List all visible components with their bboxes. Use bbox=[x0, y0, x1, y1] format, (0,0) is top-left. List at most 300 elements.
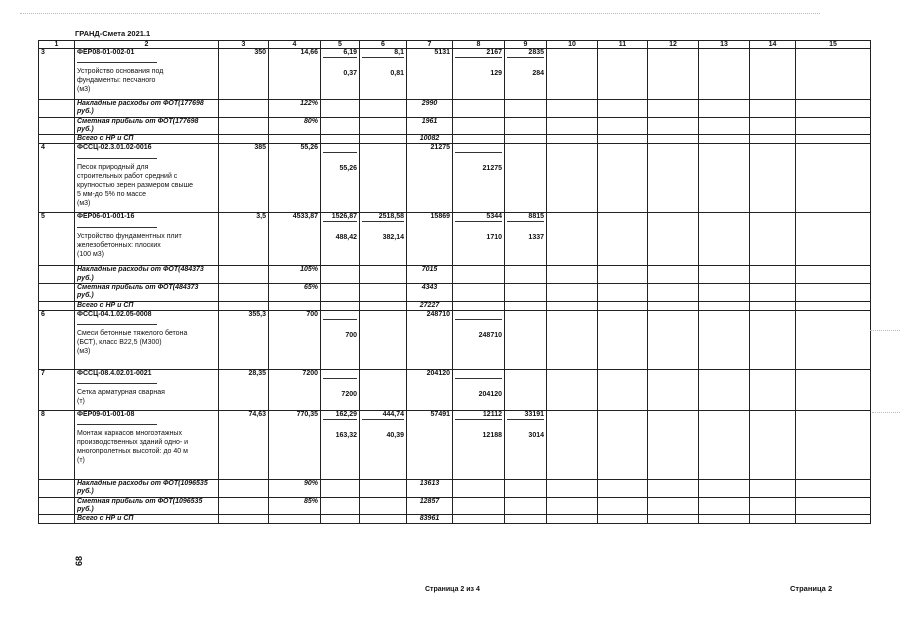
item-name-line: (м3) bbox=[77, 86, 91, 94]
summary-empty-col14 bbox=[750, 497, 796, 515]
cost-labor-value: 0,37 bbox=[343, 70, 357, 77]
item-name-line: железобетонных: плоских bbox=[77, 241, 161, 249]
summary-label-cell bbox=[75, 284, 219, 302]
cost-operator-value: 0,81 bbox=[390, 70, 404, 77]
summary-empty-col15 bbox=[796, 497, 871, 515]
summary-empty-col9 bbox=[505, 497, 547, 515]
summary-empty-num bbox=[39, 266, 75, 284]
summary-empty-col11 bbox=[598, 284, 648, 302]
total-labor-value bbox=[455, 370, 502, 379]
table-row bbox=[39, 410, 871, 479]
summary-empty-qty bbox=[219, 117, 269, 135]
summary-empty-col15 bbox=[796, 135, 871, 144]
item-unit-price: 770,35 bbox=[296, 410, 318, 418]
summary-value-cell bbox=[407, 479, 453, 497]
item-code: ФЕР09-01-001-08 bbox=[77, 410, 135, 418]
summary-empty-c6 bbox=[360, 100, 407, 118]
column-number-2: 2 bbox=[75, 41, 219, 49]
summary-empty-col13 bbox=[699, 100, 750, 118]
summary-empty-col8 bbox=[453, 497, 505, 515]
item-description-cell bbox=[75, 49, 219, 100]
total-labor-fot-value: 1710 bbox=[486, 234, 502, 242]
summary-empty-qty bbox=[219, 301, 269, 310]
total-labor-value: 12112 bbox=[455, 411, 502, 420]
empty-cell-col10 bbox=[547, 49, 598, 100]
summary-value-cell bbox=[407, 515, 453, 524]
summary-empty-c5 bbox=[321, 479, 360, 497]
item-unit-price-cell bbox=[269, 49, 321, 100]
item-number-cell bbox=[39, 310, 75, 369]
item-name-line: (т) bbox=[77, 457, 85, 465]
summary-empty-num bbox=[39, 497, 75, 515]
summary-empty-col9 bbox=[505, 284, 547, 302]
total-cost: 15869 bbox=[430, 213, 450, 221]
column-number-12: 12 bbox=[648, 41, 699, 49]
summary-row bbox=[39, 100, 871, 118]
empty-cell-col15 bbox=[796, 213, 871, 266]
empty-cell-col10 bbox=[547, 144, 598, 213]
item-name-line: Монтаж каркасов многоэтажных bbox=[77, 430, 182, 438]
summary-empty-col11 bbox=[598, 479, 648, 497]
summary-value: 2990 bbox=[421, 100, 438, 107]
item-name-line: Смеси бетонные тяжелого бетона bbox=[77, 330, 188, 338]
col8-cell bbox=[453, 49, 505, 100]
item-code: ФЕР06-01-001-16 bbox=[77, 213, 135, 221]
col5-cell bbox=[321, 144, 360, 213]
summary-empty-c5 bbox=[321, 497, 360, 515]
summary-empty-col12 bbox=[648, 266, 699, 284]
summary-label: Всего с НР и СП bbox=[77, 515, 134, 523]
summary-empty-col11 bbox=[598, 497, 648, 515]
empty-cell-col11 bbox=[598, 369, 648, 410]
summary-empty-col9 bbox=[505, 117, 547, 135]
summary-empty-col12 bbox=[648, 515, 699, 524]
summary-label: Накладные расходы от ФОТ(177698 руб.) bbox=[77, 100, 204, 116]
item-number: 8 bbox=[41, 410, 45, 418]
total-labor-value: 2167 bbox=[455, 49, 502, 58]
summary-empty-col12 bbox=[648, 284, 699, 302]
summary-value: 1961 bbox=[421, 117, 438, 125]
item-unit-price: 55,26 bbox=[300, 144, 318, 152]
total-cost: 248710 bbox=[426, 310, 450, 318]
column-number-14: 14 bbox=[750, 41, 796, 49]
item-name-line: Сетка арматурная сварная bbox=[77, 389, 165, 397]
item-quantity-cell bbox=[219, 213, 269, 266]
column-number-6: 6 bbox=[360, 41, 407, 49]
summary-value: 10082 bbox=[419, 135, 440, 143]
col5-cell bbox=[321, 310, 360, 369]
column-number-7: 7 bbox=[407, 41, 453, 49]
summary-label-cell bbox=[75, 117, 219, 135]
summary-empty-c5 bbox=[321, 266, 360, 284]
column-number-15: 15 bbox=[796, 41, 871, 49]
col8-cell bbox=[453, 213, 505, 266]
summary-empty-qty bbox=[219, 135, 269, 144]
summary-empty-col15 bbox=[796, 100, 871, 118]
cost-total-value bbox=[323, 144, 357, 153]
summary-empty-col14 bbox=[750, 515, 796, 524]
total-labor-value: 5344 bbox=[455, 213, 502, 222]
item-unit-price: 7200 bbox=[302, 369, 318, 377]
summary-empty-col13 bbox=[699, 515, 750, 524]
summary-empty-col13 bbox=[699, 497, 750, 515]
summary-percent-cell bbox=[269, 301, 321, 310]
item-description-cell bbox=[75, 144, 219, 213]
summary-empty-col8 bbox=[453, 479, 505, 497]
item-unit-price: 14,66 bbox=[300, 49, 318, 56]
total-cost: 5131 bbox=[434, 49, 450, 56]
summary-empty-col11 bbox=[598, 301, 648, 310]
empty-cell-col12 bbox=[648, 410, 699, 479]
summary-empty-num bbox=[39, 301, 75, 310]
cost-machines-value bbox=[362, 370, 404, 378]
empty-cell-col13 bbox=[699, 369, 750, 410]
summary-empty-col11 bbox=[598, 117, 648, 135]
summary-percent: 105% bbox=[300, 266, 318, 274]
item-quantity: 385 bbox=[254, 144, 266, 152]
summary-empty-qty bbox=[219, 284, 269, 302]
item-description-cell bbox=[75, 410, 219, 479]
summary-value: 7015 bbox=[421, 266, 438, 274]
summary-empty-col12 bbox=[648, 301, 699, 310]
summary-empty-col12 bbox=[648, 497, 699, 515]
summary-percent-cell bbox=[269, 515, 321, 524]
item-unit-price: 700 bbox=[306, 310, 318, 318]
summary-value: 4343 bbox=[421, 284, 438, 292]
item-name-line: Песок природный для bbox=[77, 163, 149, 171]
summary-empty-col13 bbox=[699, 117, 750, 135]
summary-empty-col8 bbox=[453, 515, 505, 524]
summary-empty-col10 bbox=[547, 100, 598, 118]
column-number-11: 11 bbox=[598, 41, 648, 49]
item-code: ФЕР08-01-002-01 bbox=[77, 49, 135, 56]
empty-cell-col10 bbox=[547, 369, 598, 410]
col5-cell bbox=[321, 369, 360, 410]
side-page-number: 68 bbox=[74, 555, 84, 566]
summary-empty-c6 bbox=[360, 515, 407, 524]
empty-cell-col15 bbox=[796, 144, 871, 213]
empty-cell-col13 bbox=[699, 310, 750, 369]
summary-label: Всего с НР и СП bbox=[77, 301, 134, 309]
col9-cell bbox=[505, 49, 547, 100]
summary-label: Сметная прибыль от ФОТ(484373 руб.) bbox=[77, 284, 199, 300]
empty-cell-col10 bbox=[547, 213, 598, 266]
empty-cell-col14 bbox=[750, 410, 796, 479]
summary-value: 12857 bbox=[419, 497, 440, 505]
total-machines-value bbox=[507, 311, 544, 319]
summary-row bbox=[39, 284, 871, 302]
item-quantity-cell bbox=[219, 369, 269, 410]
summary-empty-col14 bbox=[750, 266, 796, 284]
item-number-cell bbox=[39, 410, 75, 479]
summary-empty-col13 bbox=[699, 135, 750, 144]
item-quantity-cell bbox=[219, 144, 269, 213]
col5-cell bbox=[321, 410, 360, 479]
col6-cell bbox=[360, 213, 407, 266]
empty-cell-col13 bbox=[699, 410, 750, 479]
summary-empty-c5 bbox=[321, 284, 360, 302]
total-labor-fot-value: 129 bbox=[490, 70, 502, 77]
summary-empty-c6 bbox=[360, 266, 407, 284]
total-machines-value bbox=[507, 144, 544, 152]
cost-operator-value: 382,14 bbox=[382, 234, 404, 242]
item-quantity: 355,3 bbox=[248, 310, 266, 318]
table-row bbox=[39, 369, 871, 410]
col8-cell bbox=[453, 369, 505, 410]
summary-percent-cell bbox=[269, 117, 321, 135]
item-name-line: Устройство фундаментных плит bbox=[77, 232, 182, 240]
empty-cell-col12 bbox=[648, 369, 699, 410]
cost-labor-value: 7200 bbox=[341, 390, 357, 398]
estimate-table bbox=[38, 40, 871, 524]
summary-value-cell bbox=[407, 497, 453, 515]
empty-cell-col12 bbox=[648, 49, 699, 100]
cost-total-value: 1526,87 bbox=[323, 213, 357, 222]
col5-cell bbox=[321, 49, 360, 100]
summary-percent-cell bbox=[269, 479, 321, 497]
empty-cell-col11 bbox=[598, 213, 648, 266]
summary-row bbox=[39, 515, 871, 524]
summary-empty-qty bbox=[219, 479, 269, 497]
col9-cell bbox=[505, 369, 547, 410]
item-name-line: 5 мм-до 5% по массе bbox=[77, 190, 147, 198]
item-name-line: фундаменты: песчаного bbox=[77, 77, 156, 85]
cost-machines-value: 2518,58 bbox=[362, 213, 404, 222]
item-unit-price: 4533,87 bbox=[292, 213, 318, 221]
col6-cell bbox=[360, 144, 407, 213]
summary-empty-c6 bbox=[360, 301, 407, 310]
summary-empty-col13 bbox=[699, 284, 750, 302]
item-number-cell bbox=[39, 213, 75, 266]
item-name-line: (БСТ), класс В22,5 (М300) bbox=[77, 339, 162, 347]
summary-empty-col8 bbox=[453, 135, 505, 144]
item-quantity: 350 bbox=[254, 49, 266, 56]
col9-cell bbox=[505, 410, 547, 479]
empty-cell-col15 bbox=[796, 369, 871, 410]
summary-empty-num bbox=[39, 117, 75, 135]
summary-empty-c6 bbox=[360, 284, 407, 302]
item-name-line: Устройство основания под bbox=[77, 68, 164, 76]
total-machines-value: 33191 bbox=[507, 411, 544, 420]
summary-label: Накладные расходы от ФОТ(1096535 руб.) bbox=[77, 479, 208, 496]
item-description-cell bbox=[75, 310, 219, 369]
column-number-row bbox=[39, 41, 871, 49]
summary-empty-c5 bbox=[321, 100, 360, 118]
column-number-9: 9 bbox=[505, 41, 547, 49]
summary-empty-col14 bbox=[750, 284, 796, 302]
summary-row bbox=[39, 497, 871, 515]
empty-cell-col10 bbox=[547, 410, 598, 479]
cost-machines-value bbox=[362, 311, 404, 319]
summary-value: 13613 bbox=[419, 479, 440, 487]
summary-empty-qty bbox=[219, 266, 269, 284]
col9-cell bbox=[505, 213, 547, 266]
col8-cell bbox=[453, 310, 505, 369]
item-quantity-cell bbox=[219, 49, 269, 100]
empty-cell-col11 bbox=[598, 144, 648, 213]
empty-cell-col14 bbox=[750, 213, 796, 266]
summary-empty-col9 bbox=[505, 515, 547, 524]
summary-empty-col15 bbox=[796, 266, 871, 284]
item-code: ФССЦ-08.4.02.01-0021 bbox=[77, 369, 152, 377]
cost-machines-value: 8,1 bbox=[362, 49, 404, 58]
col7-cell bbox=[407, 310, 453, 369]
summary-empty-col10 bbox=[547, 266, 598, 284]
table-row bbox=[39, 144, 871, 213]
empty-cell-col13 bbox=[699, 144, 750, 213]
summary-empty-c5 bbox=[321, 117, 360, 135]
summary-empty-col9 bbox=[505, 479, 547, 497]
summary-percent: 85% bbox=[303, 497, 318, 505]
scan-noise bbox=[872, 412, 900, 413]
summary-percent: 122% bbox=[300, 100, 318, 107]
item-name-line: многопролетных высотой: до 40 м bbox=[77, 448, 188, 456]
col7-cell bbox=[407, 144, 453, 213]
summary-empty-qty bbox=[219, 100, 269, 118]
total-labor-fot-value: 248710 bbox=[478, 331, 502, 339]
total-operator-value: 3014 bbox=[528, 431, 544, 439]
summary-label-cell bbox=[75, 497, 219, 515]
col7-cell bbox=[407, 49, 453, 100]
total-operator-value: 1337 bbox=[528, 234, 544, 242]
empty-cell-col15 bbox=[796, 310, 871, 369]
cost-total-value: 162,29 bbox=[323, 411, 357, 420]
cost-labor-value: 488,42 bbox=[335, 234, 357, 242]
total-labor-fot-value: 204120 bbox=[478, 390, 502, 398]
cost-labor-value: 700 bbox=[345, 331, 357, 339]
summary-empty-num bbox=[39, 479, 75, 497]
summary-empty-num bbox=[39, 135, 75, 144]
column-number-4: 4 bbox=[269, 41, 321, 49]
summary-empty-col9 bbox=[505, 100, 547, 118]
summary-empty-col14 bbox=[750, 117, 796, 135]
summary-value: 83961 bbox=[419, 515, 440, 523]
item-name-line: строительных работ средний с bbox=[77, 172, 178, 180]
item-name-line: крупностью зерен размером свыше bbox=[77, 181, 194, 189]
table-row bbox=[39, 49, 871, 100]
col7-cell bbox=[407, 213, 453, 266]
summary-label-cell bbox=[75, 301, 219, 310]
item-unit-price-cell bbox=[269, 213, 321, 266]
empty-cell-col11 bbox=[598, 310, 648, 369]
estimate-table-body bbox=[39, 41, 871, 524]
summary-label: Всего с НР и СП bbox=[77, 135, 134, 143]
summary-empty-col8 bbox=[453, 117, 505, 135]
summary-value-cell bbox=[407, 135, 453, 144]
summary-empty-num bbox=[39, 515, 75, 524]
item-unit-price-cell bbox=[269, 410, 321, 479]
summary-percent: 80% bbox=[303, 117, 318, 125]
summary-value-cell bbox=[407, 266, 453, 284]
summary-row bbox=[39, 266, 871, 284]
cost-labor-value: 55,26 bbox=[339, 165, 357, 173]
summary-empty-col9 bbox=[505, 135, 547, 144]
empty-cell-col14 bbox=[750, 369, 796, 410]
summary-row bbox=[39, 479, 871, 497]
summary-empty-col12 bbox=[648, 135, 699, 144]
summary-value-cell bbox=[407, 117, 453, 135]
summary-label-cell bbox=[75, 479, 219, 497]
column-number-3: 3 bbox=[219, 41, 269, 49]
summary-empty-col11 bbox=[598, 135, 648, 144]
item-name-line: производственных зданий одно- и bbox=[77, 439, 189, 447]
empty-cell-col12 bbox=[648, 144, 699, 213]
summary-empty-col15 bbox=[796, 301, 871, 310]
item-name-line: (м3) bbox=[77, 199, 91, 207]
summary-empty-col13 bbox=[699, 301, 750, 310]
item-number-cell bbox=[39, 144, 75, 213]
column-number-1: 1 bbox=[39, 41, 75, 49]
item-quantity: 74,63 bbox=[248, 410, 266, 418]
summary-empty-col14 bbox=[750, 479, 796, 497]
summary-label-cell bbox=[75, 266, 219, 284]
summary-empty-col10 bbox=[547, 135, 598, 144]
summary-empty-col14 bbox=[750, 135, 796, 144]
summary-row bbox=[39, 135, 871, 144]
summary-empty-col8 bbox=[453, 301, 505, 310]
summary-value-cell bbox=[407, 284, 453, 302]
empty-cell-col14 bbox=[750, 310, 796, 369]
item-description-cell bbox=[75, 213, 219, 266]
item-quantity: 28,35 bbox=[248, 369, 266, 377]
col6-cell bbox=[360, 369, 407, 410]
summary-empty-c5 bbox=[321, 515, 360, 524]
cost-operator-value: 40,39 bbox=[386, 431, 404, 439]
summary-value-cell bbox=[407, 301, 453, 310]
summary-empty-c5 bbox=[321, 135, 360, 144]
total-machines-value bbox=[507, 370, 544, 378]
item-number: 3 bbox=[41, 49, 45, 56]
scan-noise bbox=[870, 330, 900, 331]
table-row bbox=[39, 310, 871, 369]
item-description-cell bbox=[75, 369, 219, 410]
document-header: ГРАНД-Смета 2021.1 bbox=[75, 29, 151, 38]
column-number-5: 5 bbox=[321, 41, 360, 49]
cost-total-value: 6,19 bbox=[323, 49, 357, 58]
summary-value: 27227 bbox=[419, 301, 440, 309]
cost-machines-value bbox=[362, 144, 404, 152]
column-number-10: 10 bbox=[547, 41, 598, 49]
item-name-line: (м3) bbox=[77, 348, 91, 356]
col6-cell bbox=[360, 310, 407, 369]
empty-cell-col12 bbox=[648, 310, 699, 369]
summary-label: Сметная прибыль от ФОТ(177698 руб.) bbox=[77, 117, 199, 133]
summary-empty-c6 bbox=[360, 497, 407, 515]
item-number-cell bbox=[39, 49, 75, 100]
item-quantity-cell bbox=[219, 410, 269, 479]
item-number: 7 bbox=[41, 369, 45, 377]
col8-cell bbox=[453, 144, 505, 213]
summary-empty-qty bbox=[219, 497, 269, 515]
summary-empty-col14 bbox=[750, 100, 796, 118]
summary-empty-col10 bbox=[547, 515, 598, 524]
empty-cell-col11 bbox=[598, 410, 648, 479]
summary-empty-col13 bbox=[699, 266, 750, 284]
item-unit-price-cell bbox=[269, 144, 321, 213]
item-code: ФССЦ-04.1.02.05-0008 bbox=[77, 310, 152, 318]
col9-cell bbox=[505, 310, 547, 369]
item-number-cell bbox=[39, 369, 75, 410]
col9-cell bbox=[505, 144, 547, 213]
col6-cell bbox=[360, 410, 407, 479]
summary-empty-col9 bbox=[505, 266, 547, 284]
item-number: 6 bbox=[41, 310, 45, 318]
item-unit-price-cell bbox=[269, 310, 321, 369]
empty-cell-col14 bbox=[750, 49, 796, 100]
summary-empty-col12 bbox=[648, 117, 699, 135]
summary-percent-cell bbox=[269, 266, 321, 284]
total-cost: 21275 bbox=[430, 144, 450, 152]
